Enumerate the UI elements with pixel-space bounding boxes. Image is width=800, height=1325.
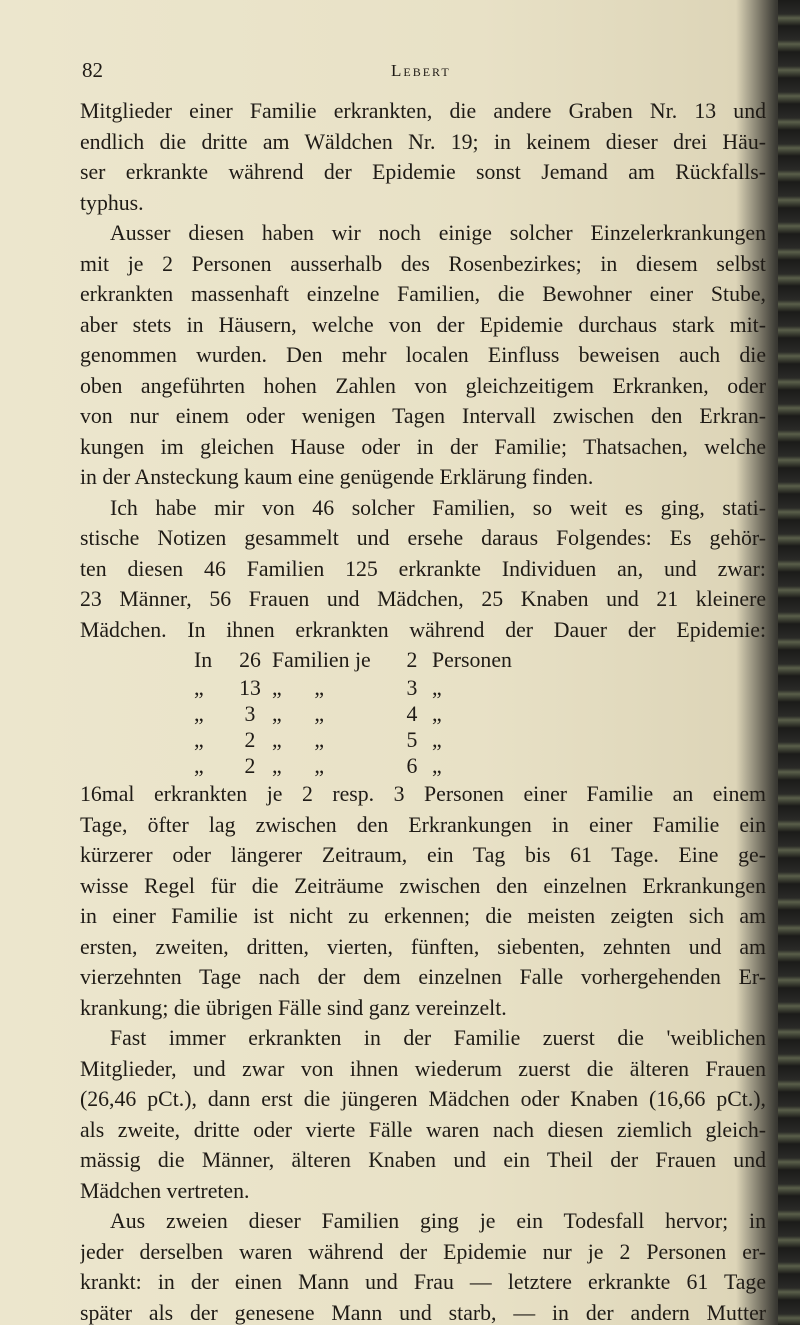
- table-mid: „ „: [272, 702, 325, 726]
- text-line: Aus zweien dieser Familien ging je ein Todesfall hervor; in: [110, 1209, 766, 1233]
- table-unit: „: [432, 754, 442, 778]
- table-mid: „ „: [272, 754, 325, 778]
- table-unit: Personen: [432, 648, 512, 672]
- table-persons: 3: [406, 676, 418, 700]
- table-persons: 2: [406, 648, 418, 672]
- text-line: mässig die Männer, älteren Knaben und ein Theil der Frauen und: [80, 1148, 766, 1172]
- table-families: 26: [239, 648, 261, 672]
- table-persons: 5: [406, 728, 418, 752]
- table-families: 2: [244, 754, 256, 778]
- paragraph-2: [80, 218, 766, 493]
- table-row: [194, 727, 766, 753]
- text-line: stische Notizen gesammelt und ersehe daraus Folgendes: Es gehör-: [80, 526, 766, 550]
- text-line: endlich die dritte am Wäldchen Nr. 19; in keinem dieser drei Häu-: [80, 129, 766, 154]
- text-line: vierzehnten Tage nach der dem einzelnen Falle vorhergehenden Er-: [80, 965, 766, 989]
- table-prefix: „: [194, 676, 204, 700]
- paragraph-4: [80, 779, 766, 1023]
- text-line: von nur einem oder wenigen Tagen Intervall zwischen den Erkran-: [80, 404, 766, 428]
- table-unit: „: [432, 676, 442, 700]
- page-header: [0, 46, 740, 82]
- text-line: krankung; die übrigen Fälle sind ganz vereinzelt.: [80, 995, 507, 1020]
- page-number: 82: [82, 58, 103, 82]
- text-line: Mitglieder einer Familie erkrankten, die andere Graben Nr. 13 und: [80, 99, 766, 123]
- table-unit: „: [432, 728, 442, 752]
- table-prefix: „: [194, 728, 204, 752]
- table-prefix: In: [194, 648, 213, 672]
- table-mid: „ „: [272, 676, 325, 700]
- text-line: Ich habe mir von 46 solcher Familien, so weit es ging, stati-: [110, 495, 766, 520]
- text-line: jeder derselben waren während der Epidemie nur je 2 Personen er-: [80, 1239, 766, 1264]
- text-line: Fast immer erkrankten in der Familie zuerst die 'weiblichen: [110, 1026, 766, 1050]
- text-line: Mädchen vertreten.: [80, 1178, 250, 1203]
- text-line: mit je 2 Personen ausserhalb des Rosenbezirkes; in diesem selbst: [80, 251, 766, 276]
- text-line: wisse Regel für die Zeiträume zwischen den einzelnen Erkrankungen: [80, 873, 766, 898]
- table-families: 2: [244, 728, 256, 752]
- text-line: in der Ansteckung kaum eine genügende Erklärung finden.: [80, 465, 594, 489]
- paragraph-5: [80, 1023, 766, 1206]
- family-table: [80, 645, 766, 779]
- text-line: 23 Männer, 56 Frauen und Mädchen, 25 Knaben und 21 kleinere: [80, 587, 766, 611]
- text-line: Mädchen. In ihnen erkrankten während der Dauer der Epidemie:: [80, 617, 766, 642]
- text-line: aber stets in Häusern, welche von der Epidemie durchaus stark mit-: [80, 312, 766, 337]
- text-line: später als der genesene Mann und starb, — in der andern Mutter: [80, 1300, 766, 1325]
- table-mid: Familien je: [272, 648, 371, 672]
- text-line: 16mal erkrankten je 2 resp. 3 Personen einer Familie an einem: [80, 782, 766, 806]
- text-line: genommen wurden. Den mehr localen Einfluss beweisen auch die: [80, 343, 766, 367]
- text-line: in einer Familie ist nicht zu erkennen; die meisten zeigten sich am: [80, 904, 766, 928]
- table-persons: 4: [406, 702, 418, 726]
- table-persons: 6: [406, 754, 418, 778]
- text-line: Tage, öfter lag zwischen den Erkrankungen in einer Familie ein: [80, 812, 766, 837]
- table-row: [194, 753, 766, 779]
- table-unit: „: [432, 702, 442, 726]
- text-line: ten diesen 46 Familien 125 erkrankte Individuen an, und zwar:: [80, 556, 766, 581]
- text-line: ersten, zweiten, dritten, vierten, fünften, siebenten, zehnten und am: [80, 934, 766, 959]
- text-line: kürzerer oder längerer Zeitraum, ein Tag bis 61 Tage. Eine ge-: [80, 843, 766, 867]
- text-line: typhus.: [80, 190, 144, 215]
- table-prefix: „: [194, 702, 204, 726]
- table-row: [194, 645, 766, 675]
- text-line: erkrankten massenhaft einzelne Familien, die Bewohner einer Stube,: [80, 282, 766, 306]
- book-binding-edge: [778, 0, 800, 1325]
- table-row: [194, 701, 766, 727]
- text-line: Ausser diesen haben wir noch einige solcher Einzelerkrankungen: [110, 221, 766, 245]
- table-prefix: „: [194, 754, 204, 778]
- text-line: oben angeführten hohen Zahlen von gleichzeitigem Erkranken, oder: [80, 373, 766, 398]
- paragraph-6: [80, 1206, 766, 1325]
- table-families: 3: [244, 702, 256, 726]
- table-row: [194, 675, 766, 701]
- table-mid: „ „: [272, 728, 325, 752]
- text-line: Mitglieder, und zwar von ihnen wiederum zuerst die älteren Frauen: [80, 1056, 766, 1081]
- text-line: kungen im gleichen Hause oder in der Familie; Thatsachen, welche: [80, 434, 766, 459]
- body-text: [80, 96, 766, 1325]
- text-line: (26,46 pCt.), dann erst die jüngeren Mädchen oder Knaben (16,66 pCt.),: [80, 1087, 766, 1111]
- paragraph-1: [80, 96, 766, 218]
- text-line: ser erkrankte während der Epidemie sonst Jemand am Rückfalls-: [80, 160, 766, 184]
- running-head: Lebert: [391, 61, 451, 80]
- table-families: 13: [239, 676, 261, 700]
- paragraph-3: [80, 493, 766, 646]
- text-line: krankt: in der einen Mann und Frau — letztere erkrankte 61 Tage: [80, 1270, 766, 1294]
- text-line: als zweite, dritte oder vierte Fälle waren nach diesen ziemlich gleich-: [80, 1117, 766, 1142]
